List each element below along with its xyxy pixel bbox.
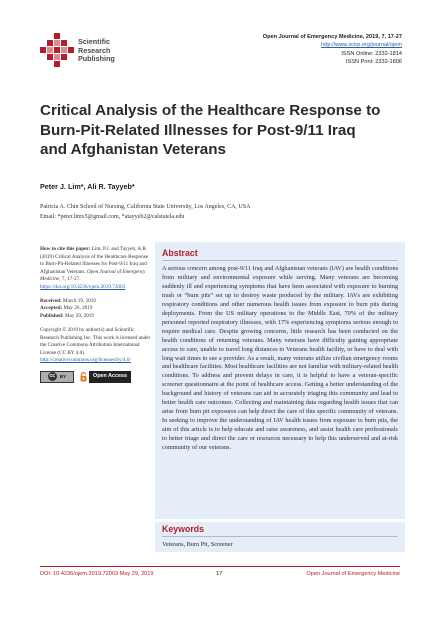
publisher-name: Scientific Research Publishing [78, 37, 115, 64]
published-date: Published: May 29, 2019 [40, 313, 94, 320]
open-access-label: Open Access [89, 371, 131, 383]
abstract-text: A serious concern among post-9/11 Iraq and Afghanistan veterans (IAV) are health conditions from military and environmental exposure while serving. Many veterans are becoming suddenly ill and experiencing symptoms that have been associated with exposure to burning trash or “burn pits” set up to destroy waste produced by the military. IAVs are exhibiting respiratory conditions and other numerous health issues from exposure to burn pits during deployments. From the US military operations to the Middle East, 70% of the military personnel reported respiratory illnesses, with 17% experiencing symptoms serious enough to require medical care. Despite growing concerns, little research has been conducted on the health conditions of returning veterans. Many veterans have difficulty gaining appropriate access to care, unable to travel long distances to Veterans health facility, or have to deal with long wait times to see a provider. As a result, many veterans utilize civilian emergency rooms and healthcare facilities. Most healthcare facilities are not familiar with military-related health conditions. To address and prevent delays in care, it is helpful to have a veteran-specific screener questionnaire at the point of healthcare access. Getting a better understanding of the background and history of veterans can aid in accurately triaging this community and lead to better health care outcomes. Collecting and maintaining data regarding health issues that can arise from burn pit exposures can help direct the care of this specific community of veterans. In seeking to improve the understanding of IAV health issues from exposure to burn pits, the aim of this article is to help educate and raise awareness, and assist health care professionals to better triage and direct the care or resources necessary to help this underserved and at-risk community of our veterans. [162, 265, 398, 452]
accepted-date: Accepted: May 26, 2019 [40, 305, 93, 312]
journal-info [263, 33, 402, 67]
footer-divider [40, 566, 400, 567]
paper-title: Critical Analysis of the Healthcare Response to Burn-Pit-Related Illnesses for Post-9/11 Iraq and Afghanistan Veterans [40, 102, 381, 158]
open-lock-icon [80, 372, 87, 382]
affiliation: Patricia A. Chin School of Nursing, California State University, Los Angeles, CA, USA [40, 204, 251, 210]
authors: Peter J. Lim*, Ali R. Tayyeb* [40, 182, 135, 191]
footer-journal: Open Journal of Emergency Medicine [306, 571, 400, 577]
publisher-logo-icon [40, 33, 74, 67]
by-label: BY [59, 374, 67, 380]
doi-link[interactable]: https://doi.org/10.4236/ojem.2019.72003 [40, 283, 126, 290]
cc-icon: cc [48, 372, 57, 381]
issn-print: ISSN Print: 2332-1806 [346, 59, 402, 66]
email: Email: *peter.limx5@gmail.com, *atayyeb2@calstatela.edu [40, 214, 185, 220]
how-to-cite [40, 246, 152, 292]
footer-doi[interactable]: DOI: 10.4236/ojem.2019.72003 May 29, 2019 [40, 571, 154, 577]
publisher-logo [40, 33, 190, 69]
copyright-text: Copyright © 2019 by author(s) and Scientific Research Publishing Inc. This work is licensed under the Creative Commons Attribution International License (CC BY 4.0). [40, 326, 151, 356]
keywords-divider [162, 536, 398, 537]
article-dates [40, 298, 152, 321]
article-info-column [40, 246, 152, 383]
journal-citation: Open Journal of Emergency Medicine, 2019, 7, 17-27 [262, 34, 402, 40]
abstract-divider [162, 260, 398, 261]
copyright [40, 327, 152, 365]
keywords-heading: Keywords [162, 524, 205, 534]
page-number: 17 [216, 571, 223, 577]
license-badges [40, 371, 152, 383]
license-link[interactable]: http://creativecommons.org/licenses/by/4.0/ [40, 357, 131, 364]
received-date: Received: March 19, 2019 [40, 297, 96, 304]
cc-by-badge[interactable] [40, 371, 74, 383]
cite-journal: Open Journal of Emergency Medicine, [40, 268, 146, 283]
cite-text: Lim, P.J. and Tayyeb, A.R. (2019) Critical Analysis of the Healthcare Response to Burn-Pit-Related Illnesses for Post-9/11 Iraq and Afghanistan Veterans. [40, 246, 149, 275]
cite-volume: 7, 17-27. [61, 276, 81, 283]
affiliation-block [40, 202, 250, 222]
open-access-badge [80, 371, 131, 383]
issn-online: ISSN Online: 2332-1814 [341, 50, 402, 57]
abstract-heading: Abstract [162, 248, 198, 258]
cite-label: How to cite this paper: [40, 246, 91, 252]
journal-url-link[interactable]: http://www.scirp.org/journal/ojem [321, 42, 402, 49]
keywords-text: Veterans, Burn Pit, Screener [162, 541, 233, 548]
